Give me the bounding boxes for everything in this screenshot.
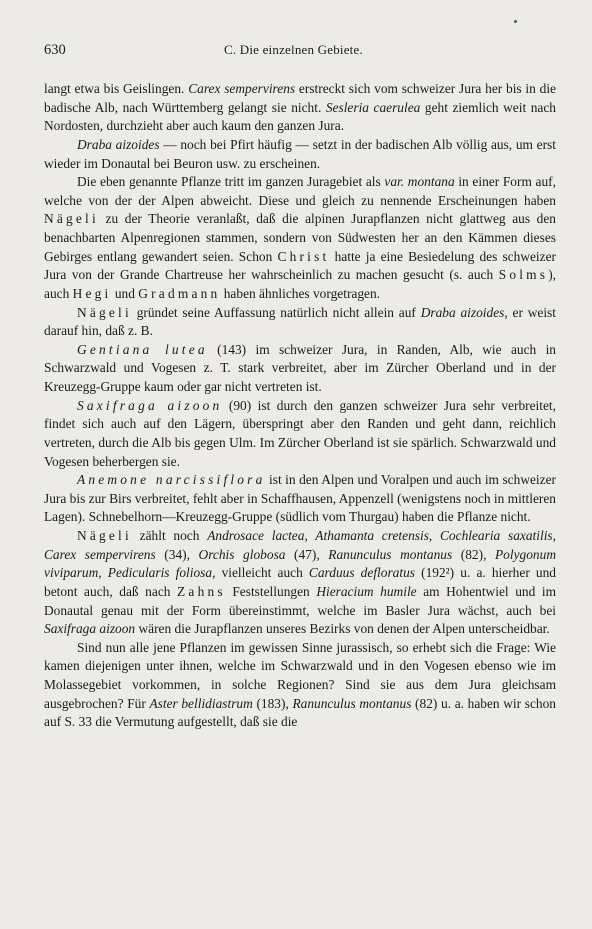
page-number: 630 xyxy=(44,42,66,58)
emphasis-run: Hegi xyxy=(72,285,112,301)
text-run: (47), xyxy=(285,546,329,562)
paragraph xyxy=(44,341,556,397)
text-run: (90) ist durch den ganzen schweizer Jura sehr verbreitet, findet sich auch auf den Lägern, überspringt aber den Randen und geht dann, reichlich vertreten, durch die Alb bis gegen Ulm. Im Zürcher Oberland ist sie spärlich. Schwarzwald und Vogesen beherbergen sie. xyxy=(44,397,556,469)
emphasis-run: Sesleria caerulea xyxy=(325,99,421,115)
text-run: zählt noch xyxy=(131,528,208,543)
text-run: ), auch xyxy=(44,267,556,301)
paragraph xyxy=(44,527,556,639)
text-run: vielleicht auch xyxy=(215,565,309,581)
text-run: zu der Theorie veranlaßt, daß die alpinen Jurapflanzen nicht glattweg aus den benachbarten Alpenregionen stammen, sondern von Südwesten her an den Kämmen dieses Gebirges entlang gewandert seien. Schon xyxy=(44,211,556,264)
emphasis-run: Ranunculus montanus xyxy=(292,695,412,711)
text-run: ist in den Alpen und Voralpen und auch im schweizer Jura bis zur Birs verbreitet, fehlt aber in Schaffhausen, Appenzell (wenigstens noch in mittleren Lagen). Schnebelhorn—Kreuzegg-Gruppe (südlich vom Thurgau) haben die Pflanze nicht. xyxy=(44,472,556,525)
text-run: am Hohentwiel und im Donautal genau mit der Form übereinstimmt, welche im Basler Jura wächst, auch bei xyxy=(44,583,556,618)
text-run: (192²) u. a. hierher und betont auch, daß nach xyxy=(44,565,556,599)
text-run: Die eben genannte Pflanze tritt im ganzen Juragebiet als xyxy=(77,174,385,190)
emphasis-run: var. montana xyxy=(384,174,455,190)
text-run: (82) u. a. haben wir schon auf S. 33 die Vermutung aufgestellt, daß sie die xyxy=(44,695,556,730)
text-run: (183), xyxy=(252,695,293,711)
emphasis-run: Nägeli xyxy=(77,528,132,543)
emphasis-run: Zahns xyxy=(177,583,226,599)
emphasis-run: Carex sempervirens xyxy=(188,81,296,96)
text-run: (82), xyxy=(452,546,495,562)
text-run: in einer Form auf, welche von der der Alpen abweicht. Diese und gleich zu nennende Erscheinungen haben xyxy=(44,174,556,208)
text-run: langt etwa bis Geislingen. xyxy=(44,81,189,96)
running-title: C. Die einzelnen Gebiete. xyxy=(224,42,363,57)
text-run: hatte ja eine Besiedelung des schweizer Jura von der Grande Chartreuse her wahrscheinlich zu machen gesucht (s. auch xyxy=(44,248,556,283)
body-text xyxy=(44,80,556,732)
text-run: — noch bei Pfirt häufig — setzt in der badischen Alb völlig aus, um erst wieder im Donautal bei Beuron usw. zu erscheinen. xyxy=(44,136,556,171)
emphasis-run: Polygonum viviparum, Pedicularis foliosa, xyxy=(44,546,556,581)
emphasis-run: Anemone narcissiflora xyxy=(77,472,266,488)
emphasis-run: Aster bellidiastrum xyxy=(149,695,253,711)
paragraph xyxy=(44,80,556,136)
text-run: haben ähnliches vorgetragen. xyxy=(220,285,381,301)
text-run: erstreckt sich vom schweizer Jura her bis in die badische Alb, nach Württemberg gelangt sie nicht. xyxy=(44,81,556,115)
emphasis-run: Draba aizoides xyxy=(77,136,160,152)
text-run: gründet seine Auffassung natürlich nicht allein auf xyxy=(131,304,421,320)
emphasis-run: Gentiana lutea xyxy=(77,341,208,357)
paragraph xyxy=(44,136,556,173)
print-speck xyxy=(514,20,517,23)
emphasis-run: Solms xyxy=(498,267,549,283)
emphasis-run: Saxifraga aizoon xyxy=(44,621,136,637)
emphasis-run: Androsace lactea, Athamanta cretensis, Cochlearia saxatilis, Carex sempervirens xyxy=(44,528,556,562)
text-run: (34), xyxy=(155,546,199,562)
emphasis-run: Orchis globosa xyxy=(198,546,286,562)
paragraph xyxy=(44,397,556,472)
text-run: wären die Jurapflanzen unseres Bezirks von denen der Alpen unterscheidbar. xyxy=(135,621,550,637)
emphasis-run: Ranunculus montanus xyxy=(328,546,453,562)
emphasis-run: Carduus defloratus xyxy=(308,565,415,581)
text-run: er weist darauf hin, daß z. B. xyxy=(44,304,556,339)
page-header xyxy=(44,42,552,60)
emphasis-run: Draba aizoides, xyxy=(420,304,508,320)
text-run: (143) im schweizer Jura, in Randen, Alb, wie auch in Schwarzwald und Vogesen z. T. stark verbreitet, aber im Zürcher Oberland und in der Kreuzegg-Gruppe kaum oder gar nicht vertreten ist. xyxy=(44,341,556,394)
emphasis-run: Nägeli xyxy=(77,304,132,320)
text-run: und xyxy=(111,285,139,301)
emphasis-run: Christ xyxy=(277,248,330,264)
paragraph xyxy=(44,639,556,732)
paragraph xyxy=(44,471,556,527)
emphasis-run: Nägeli xyxy=(44,211,99,227)
text-run: geht ziemlich weit nach Nordosten, durchzieht aber auch kaum den ganzen Jura. xyxy=(44,99,556,134)
paragraph xyxy=(44,304,556,341)
paragraph xyxy=(44,173,556,303)
emphasis-run: Hieracium humile xyxy=(316,583,417,599)
emphasis-run: Gradmann xyxy=(138,285,221,301)
emphasis-run: Saxifraga aizoon xyxy=(77,397,223,413)
text-run: Sind nun alle jene Pflanzen im gewissen Sinne jurassisch, so erhebt sich die Frage: Wie kamen diejenigen unter ihnen, welche im Schwarzwald und in den Vogesen ebenso wie im Molassegebiet vorkommen, in solche Regionen? Sind sie aus dem Jura gleichsam ausgebrochen? Für xyxy=(44,639,556,711)
text-run: Feststellungen xyxy=(225,583,317,599)
